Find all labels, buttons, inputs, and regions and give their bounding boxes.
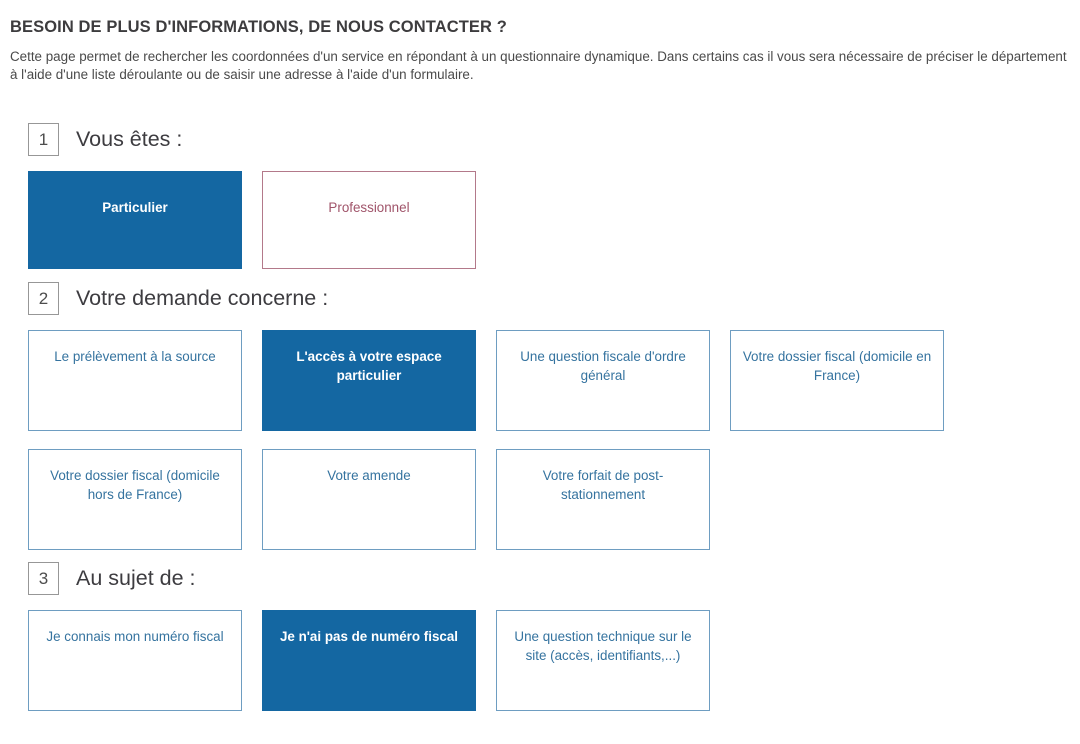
intro-text: Cette page permet de rechercher les coordonnées d'un service en répondant à un questionnaire dynamique. Dans certains cas il vous sera nécessaire de préciser le département à l'aide d'une liste déroulante ou de saisir une adresse à l'aide d'un formulaire. [10, 49, 1067, 82]
options-grid [28, 330, 988, 550]
step-header [28, 282, 1068, 315]
option-dossier-fiscal-france[interactable]: Votre dossier fiscal (domicile en France) [730, 330, 944, 431]
option-prelevement-source[interactable]: Le prélèvement à la source [28, 330, 242, 431]
options-row [28, 171, 988, 269]
step-vous-etes [28, 123, 1068, 269]
step-number-badge: 2 [28, 282, 59, 315]
option-question-technique-site[interactable]: Une question technique sur le site (accès, identifiants,...) [496, 610, 710, 711]
step-demande-concerne [28, 282, 1068, 550]
step-header [28, 562, 1068, 595]
step-label: Votre demande concerne : [76, 286, 329, 310]
step-number-badge: 1 [28, 123, 59, 156]
step-header [28, 123, 1068, 156]
option-pas-de-numero-fiscal[interactable]: Je n'ai pas de numéro fiscal [262, 610, 476, 711]
step-label: Vous êtes : [76, 127, 183, 151]
option-particulier[interactable]: Particulier [28, 171, 242, 269]
options-row [28, 610, 988, 711]
page-title: BESOIN DE PLUS D'INFORMATIONS, DE NOUS CONTACTER ? [10, 18, 507, 36]
option-acces-espace-particulier[interactable]: L'accès à votre espace particulier [262, 330, 476, 431]
option-forfait-post-stationnement[interactable]: Votre forfait de post-stationnement [496, 449, 710, 550]
step-au-sujet-de [28, 562, 1068, 711]
option-connais-numero-fiscal[interactable]: Je connais mon numéro fiscal [28, 610, 242, 711]
option-amende[interactable]: Votre amende [262, 449, 476, 550]
option-professionnel[interactable]: Professionnel [262, 171, 476, 269]
step-number-badge: 3 [28, 562, 59, 595]
option-question-fiscale-generale[interactable]: Une question fiscale d'ordre général [496, 330, 710, 431]
step-label: Au sujet de : [76, 566, 196, 590]
option-dossier-fiscal-hors-france[interactable]: Votre dossier fiscal (domicile hors de France) [28, 449, 242, 550]
